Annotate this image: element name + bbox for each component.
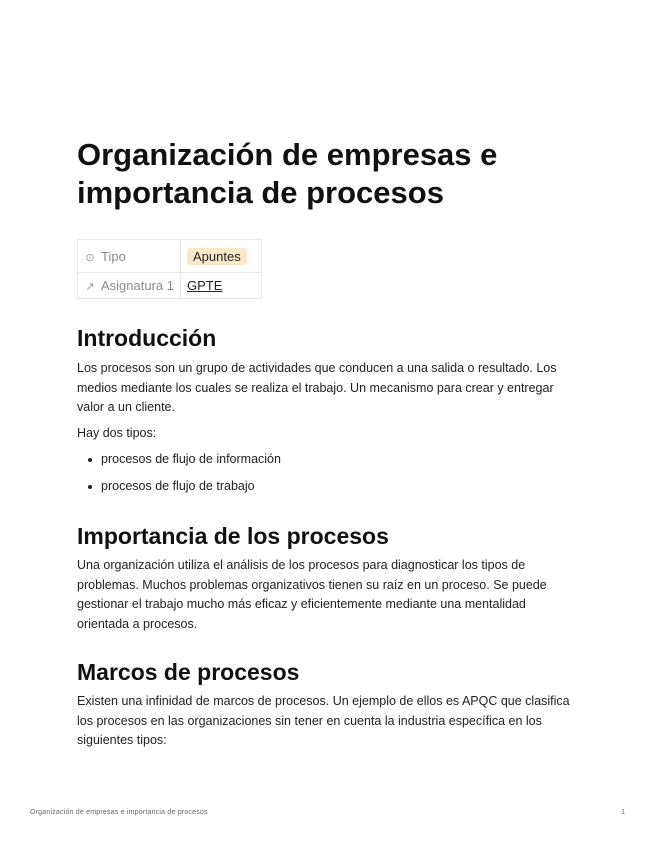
paragraph: Hay dos tipos: <box>77 426 157 440</box>
property-value-cell[interactable] <box>181 240 262 273</box>
section-heading-marcos: Marcos de procesos <box>77 659 300 685</box>
footer-page-number: 1 <box>621 809 625 816</box>
section-body <box>77 424 577 444</box>
paragraph: Los procesos son un grupo de actividades que conducen a una salida o resultado. Los medios mediante los cuales se realiza el trabajo. Un mecanismo para crear y entregar valor a un cliente. <box>77 361 557 414</box>
property-name: Tipo <box>101 248 126 264</box>
paragraph: Existen una infinidad de marcos de procesos. Un ejemplo de ellos es APQC que clasifica los procesos en las organizaciones sin tener en cuenta la industria específica en los siguientes tipos: <box>77 694 570 747</box>
property-name: Asignatura 1 <box>101 278 174 293</box>
property-row-asignatura <box>78 273 262 299</box>
section-body <box>77 692 577 751</box>
footer-document-title: Organización de empresas e importancia de procesos <box>30 809 208 816</box>
page-title: Organización de empresas e importancia de procesos <box>77 137 498 210</box>
property-name-cell <box>78 240 181 273</box>
section-heading-introduccion: Introducción <box>77 325 217 351</box>
list-item: procesos de flujo de trabajo <box>77 477 577 504</box>
property-value-cell[interactable] <box>181 273 262 299</box>
bullet-list <box>77 450 577 504</box>
property-name-cell <box>78 273 181 299</box>
list-item: procesos de flujo de información <box>77 450 577 477</box>
relation-link-gpte[interactable]: GPTE <box>187 278 223 293</box>
section-heading-importancia: Importancia de los procesos <box>77 523 389 549</box>
section-body <box>77 359 577 418</box>
tag-apuntes[interactable]: Apuntes <box>187 248 247 265</box>
properties-table <box>77 239 262 299</box>
relation-arrow-icon: ↗ <box>85 281 95 293</box>
paragraph: Una organización utiliza el análisis de los procesos para diagnosticar los tipos de problemas. Muchos problemas organizativos tienen su raíz en un proceso. Se puede gestionar el trabajo mucho más eficaz y eficientemente mediante una mentalidad orientada a procesos. <box>77 558 547 631</box>
section-body <box>77 556 577 634</box>
status-icon: ⊙ <box>85 251 95 264</box>
property-row-tipo <box>78 240 262 273</box>
